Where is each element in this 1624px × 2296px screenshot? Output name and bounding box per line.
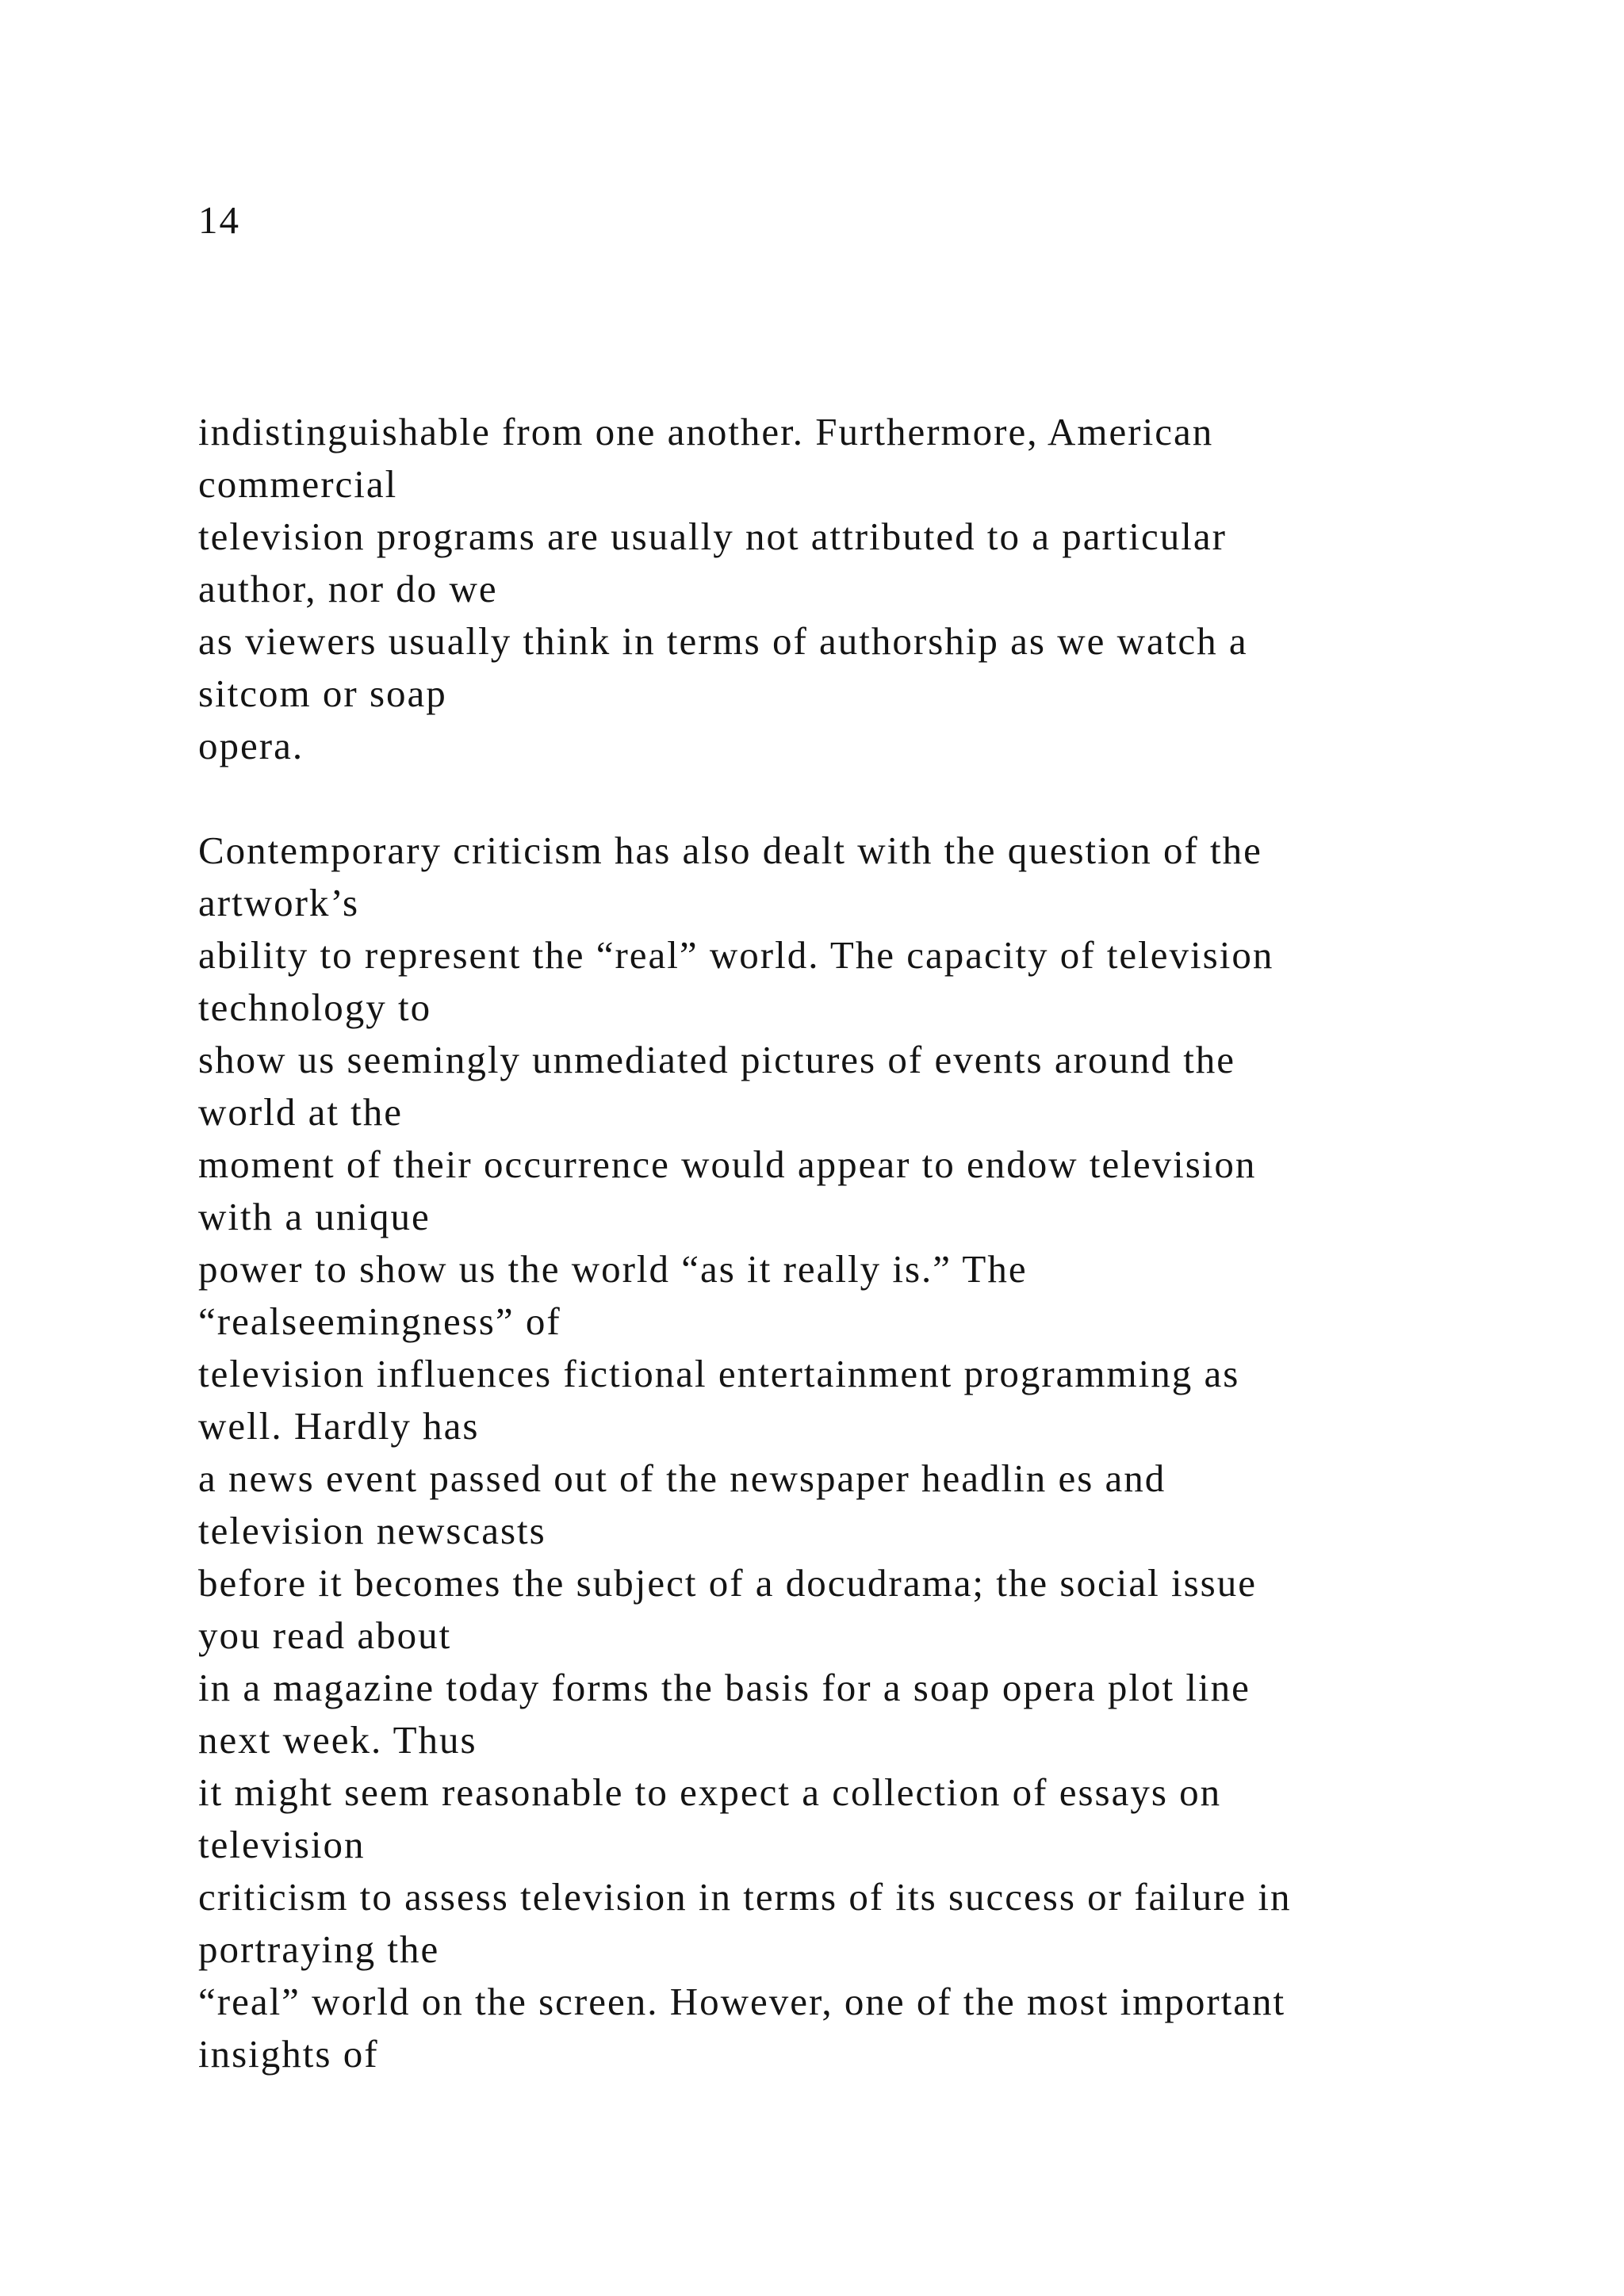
text-line: Contemporary criticism has also dealt with the question of the	[198, 828, 1262, 872]
text-line: television newscasts	[198, 1509, 546, 1552]
text-line: power to show us the world “as it really is.” The	[198, 1247, 1028, 1291]
text-line: ability to represent the “real” world. The capacity of television	[198, 933, 1274, 977]
text-line: before it becomes the subject of a docudrama; the social issue	[198, 1561, 1257, 1605]
text-line: commercial	[198, 462, 398, 506]
text-line: show us seemingly unmediated pictures of events around the	[198, 1038, 1236, 1081]
text-line: you read about	[198, 1613, 452, 1657]
text-line: technology to	[198, 985, 432, 1029]
text-line: moment of their occurrence would appear to endow television	[198, 1142, 1257, 1186]
text-line: next week. Thus	[198, 1718, 477, 1762]
paragraph-2	[198, 825, 1546, 2080]
text-line: television influences fictional entertainment programming as	[198, 1352, 1240, 1395]
text-line: opera.	[198, 724, 304, 767]
text-line: “real” world on the screen. However, one of the most important	[198, 1980, 1286, 2023]
text-line: sitcom or soap	[198, 672, 447, 715]
text-line: portraying the	[198, 1927, 440, 1971]
page-number: 14	[198, 198, 240, 242]
text-line: insights of	[198, 2032, 379, 2076]
text-line: with a unique	[198, 1195, 431, 1238]
text-line: a news event passed out of the newspaper headlin es and	[198, 1456, 1166, 1500]
text-line: “realseemingness” of	[198, 1299, 561, 1343]
text-line: as viewers usually think in terms of authorship as we watch a	[198, 619, 1248, 663]
text-line: well. Hardly has	[198, 1404, 480, 1448]
text-line: television	[198, 1823, 366, 1866]
body-text	[198, 406, 1546, 2080]
text-line: it might seem reasonable to expect a collection of essays on	[198, 1770, 1222, 1814]
paragraph-break	[198, 772, 1546, 825]
text-line: artwork’s	[198, 881, 360, 924]
paragraph-1	[198, 406, 1546, 772]
text-line: author, nor do we	[198, 567, 498, 610]
text-line: criticism to assess television in terms of its success or failure in	[198, 1875, 1292, 1919]
text-line: television programs are usually not attributed to a particular	[198, 515, 1227, 558]
text-line: world at the	[198, 1090, 404, 1134]
text-line: indistinguishable from one another. Furthermore, American	[198, 410, 1214, 453]
text-line: in a magazine today forms the basis for a soap opera plot line	[198, 1666, 1251, 1709]
